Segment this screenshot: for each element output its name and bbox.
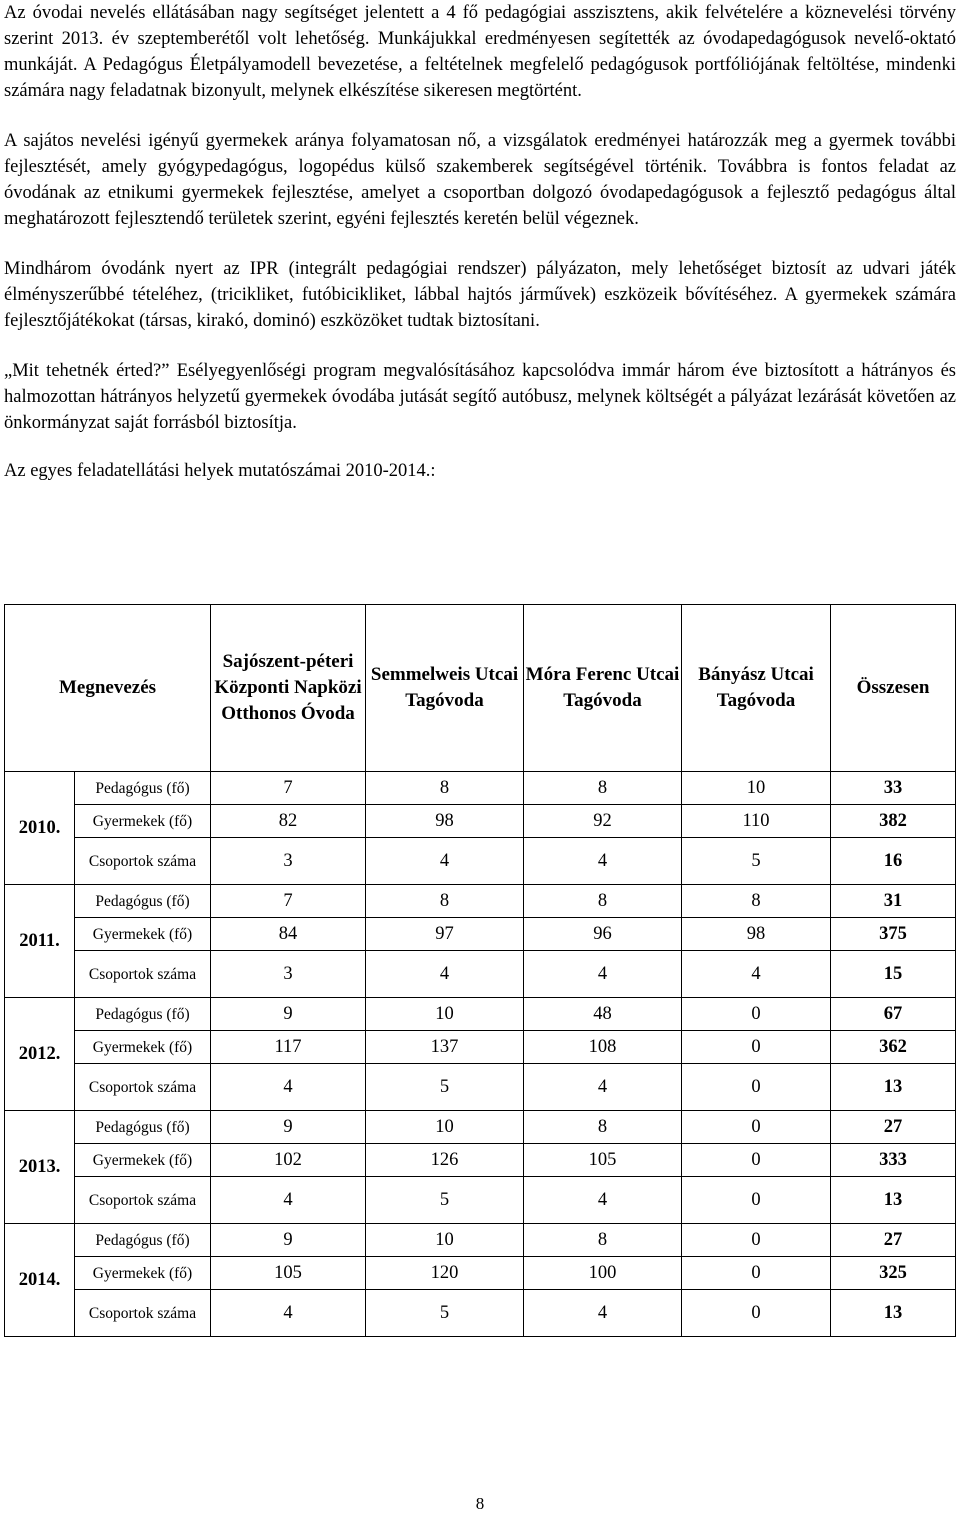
value-cell: 110: [682, 805, 831, 838]
value-cell: 0: [682, 1177, 831, 1224]
value-cell: 8: [524, 1224, 682, 1257]
total-cell: 13: [831, 1177, 956, 1224]
header-semmelweis: Semmelweis Utcai Tagóvoda: [366, 605, 524, 772]
header-banyasz: Bányász Utcai Tagóvoda: [682, 605, 831, 772]
value-cell: 8: [524, 1111, 682, 1144]
value-cell: 0: [682, 1031, 831, 1064]
value-cell: 120: [366, 1257, 524, 1290]
value-cell: 7: [211, 772, 366, 805]
total-cell: 27: [831, 1224, 956, 1257]
value-cell: 97: [366, 918, 524, 951]
row-label-teachers: Pedagógus (fő): [75, 998, 211, 1031]
value-cell: 0: [682, 1224, 831, 1257]
total-cell: 16: [831, 838, 956, 885]
value-cell: 5: [682, 838, 831, 885]
row-label-groups: Csoportok száma: [75, 951, 211, 998]
value-cell: 102: [211, 1144, 366, 1177]
year-cell: 2010.: [5, 772, 75, 885]
row-label-groups: Csoportok száma: [75, 838, 211, 885]
statistics-table: [4, 604, 956, 1337]
table-row: [5, 1064, 956, 1111]
value-cell: 126: [366, 1144, 524, 1177]
value-cell: 4: [524, 838, 682, 885]
table-row: [5, 1144, 956, 1177]
value-cell: 0: [682, 1144, 831, 1177]
value-cell: 9: [211, 1224, 366, 1257]
value-cell: 4: [366, 951, 524, 998]
row-label-children: Gyermekek (fő): [75, 1031, 211, 1064]
value-cell: 7: [211, 885, 366, 918]
row-label-groups: Csoportok száma: [75, 1177, 211, 1224]
row-label-children: Gyermekek (fő): [75, 805, 211, 838]
table-row: [5, 1224, 956, 1257]
table-body: [5, 772, 956, 1337]
value-cell: 8: [682, 885, 831, 918]
year-cell: 2011.: [5, 885, 75, 998]
value-cell: 4: [366, 838, 524, 885]
row-label-teachers: Pedagógus (fő): [75, 885, 211, 918]
value-cell: 4: [524, 1064, 682, 1111]
row-label-teachers: Pedagógus (fő): [75, 772, 211, 805]
value-cell: 48: [524, 998, 682, 1031]
value-cell: 5: [366, 1177, 524, 1224]
value-cell: 0: [682, 1290, 831, 1337]
value-cell: 0: [682, 1111, 831, 1144]
document-page: [4, 0, 956, 1323]
value-cell: 10: [366, 998, 524, 1031]
value-cell: 10: [366, 1111, 524, 1144]
table-row: [5, 1290, 956, 1337]
row-label-children: Gyermekek (fő): [75, 1144, 211, 1177]
header-mora-ferenc: Móra Ferenc Utcai Tagóvoda: [524, 605, 682, 772]
year-cell: 2012.: [5, 998, 75, 1111]
total-cell: 333: [831, 1144, 956, 1177]
total-cell: 375: [831, 918, 956, 951]
value-cell: 117: [211, 1031, 366, 1064]
value-cell: 3: [211, 838, 366, 885]
value-cell: 0: [682, 1257, 831, 1290]
value-cell: 5: [366, 1064, 524, 1111]
value-cell: 82: [211, 805, 366, 838]
value-cell: 105: [211, 1257, 366, 1290]
value-cell: 4: [211, 1064, 366, 1111]
value-cell: 98: [682, 918, 831, 951]
value-cell: 108: [524, 1031, 682, 1064]
header-name: Megnevezés: [5, 605, 211, 772]
total-cell: 15: [831, 951, 956, 998]
value-cell: 92: [524, 805, 682, 838]
value-cell: 98: [366, 805, 524, 838]
paragraph-assistants: Az óvodai nevelés ellátásában nagy segítséget jelentett a 4 fő pedagógiai asszisztens, akik felvételére a köznevelési törvény szerint 2013. év szeptemberétől volt lehetőség. Munkájukkal eredményesen segítették az óvodapedagógusok nevelő-oktató munkáját. A Pedagógus Életpályamodell bevezetése, a feltételnek megfelelő pedagógusok portfóliójának feltöltése, mindenki számára nagy feladatnak bizonyult, melynek elkészítése sikeresen megtörtént.: [4, 3, 956, 101]
value-cell: 100: [524, 1257, 682, 1290]
value-cell: 84: [211, 918, 366, 951]
value-cell: 4: [524, 951, 682, 998]
value-cell: 105: [524, 1144, 682, 1177]
total-cell: 33: [831, 772, 956, 805]
total-cell: 13: [831, 1064, 956, 1111]
value-cell: 5: [366, 1290, 524, 1337]
total-cell: 27: [831, 1111, 956, 1144]
paragraph-special-needs: A sajátos nevelési igényű gyermekek aránya folyamatosan nő, a vizsgálatok eredményei határozzák meg a gyermek további fejlesztését, amely gyógypedagógus, logopédus külső szakemberek segítségével történik. Továbbra is fontos feladat az óvodának az etnikumi gyermekek fejlesztése, amelyet a csoportban dolgozó óvodapedagógusok a fejlesztő pedagógus által meghatározott fejlesztendő területek szerint, egyéni fejlesztés keretén belül végeznek.: [4, 131, 956, 229]
row-label-children: Gyermekek (fő): [75, 918, 211, 951]
value-cell: 8: [524, 885, 682, 918]
value-cell: 96: [524, 918, 682, 951]
table-row: [5, 951, 956, 998]
value-cell: 8: [524, 772, 682, 805]
row-label-groups: Csoportok száma: [75, 1290, 211, 1337]
table-row: [5, 1257, 956, 1290]
value-cell: 10: [682, 772, 831, 805]
value-cell: 3: [211, 951, 366, 998]
row-label-teachers: Pedagógus (fő): [75, 1224, 211, 1257]
row-label-groups: Csoportok száma: [75, 1064, 211, 1111]
value-cell: 4: [524, 1290, 682, 1337]
value-cell: 9: [211, 998, 366, 1031]
paragraph-equal-opportunity: „Mit tehetnék érted?” Esélyegyenlőségi program megvalósításához kapcsolódva immár három éve biztosított a hátrányos és halmozottan hátrányos helyzetű gyermekek óvodába jutását segítő autóbusz, melynek költségét a pályázat lezárását követően az önkormányzat saját forrásból biztosítja.: [4, 361, 956, 433]
paragraph-ipr: Mindhárom óvodánk nyert az IPR (integrált pedagógiai rendszer) pályázaton, mely lehetőséget biztosít az udvari játék élményszerűbbé tételéhez, (tricikliket, futóbicikliket, lábbal hajtós járművek) eszközeik bővítéséhez. A gyermekek számára fejlesztőjátékokat (társas, kirakó, dominó) eszközöket tudtak biztosítani.: [4, 259, 956, 331]
table-row: [5, 772, 956, 805]
value-cell: 4: [682, 951, 831, 998]
value-cell: 0: [682, 1064, 831, 1111]
table-header-row: [5, 605, 956, 772]
year-cell: 2014.: [5, 1224, 75, 1337]
table-row: [5, 918, 956, 951]
row-label-children: Gyermekek (fő): [75, 1257, 211, 1290]
table-row: [5, 805, 956, 838]
total-cell: 31: [831, 885, 956, 918]
value-cell: 4: [211, 1290, 366, 1337]
value-cell: 9: [211, 1111, 366, 1144]
value-cell: 8: [366, 772, 524, 805]
table-row: [5, 838, 956, 885]
value-cell: 8: [366, 885, 524, 918]
total-cell: 362: [831, 1031, 956, 1064]
table-row: [5, 998, 956, 1031]
table-row: [5, 885, 956, 918]
value-cell: 4: [524, 1177, 682, 1224]
value-cell: 4: [211, 1177, 366, 1224]
page-number: 8: [475, 1494, 485, 1513]
header-central-kindergarten: Sajószent-péteri Központi Napközi Otthonos Óvoda: [211, 605, 366, 772]
total-cell: 67: [831, 998, 956, 1031]
total-cell: 382: [831, 805, 956, 838]
year-cell: 2013.: [5, 1111, 75, 1224]
table-row: [5, 1031, 956, 1064]
value-cell: 0: [682, 998, 831, 1031]
table-intro: Az egyes feladatellátási helyek mutatószámai 2010-2014.:: [4, 461, 436, 481]
row-label-teachers: Pedagógus (fő): [75, 1111, 211, 1144]
total-cell: 325: [831, 1257, 956, 1290]
table-row: [5, 1177, 956, 1224]
value-cell: 10: [366, 1224, 524, 1257]
header-total: Összesen: [831, 605, 956, 772]
value-cell: 137: [366, 1031, 524, 1064]
total-cell: 13: [831, 1290, 956, 1337]
table-row: [5, 1111, 956, 1144]
